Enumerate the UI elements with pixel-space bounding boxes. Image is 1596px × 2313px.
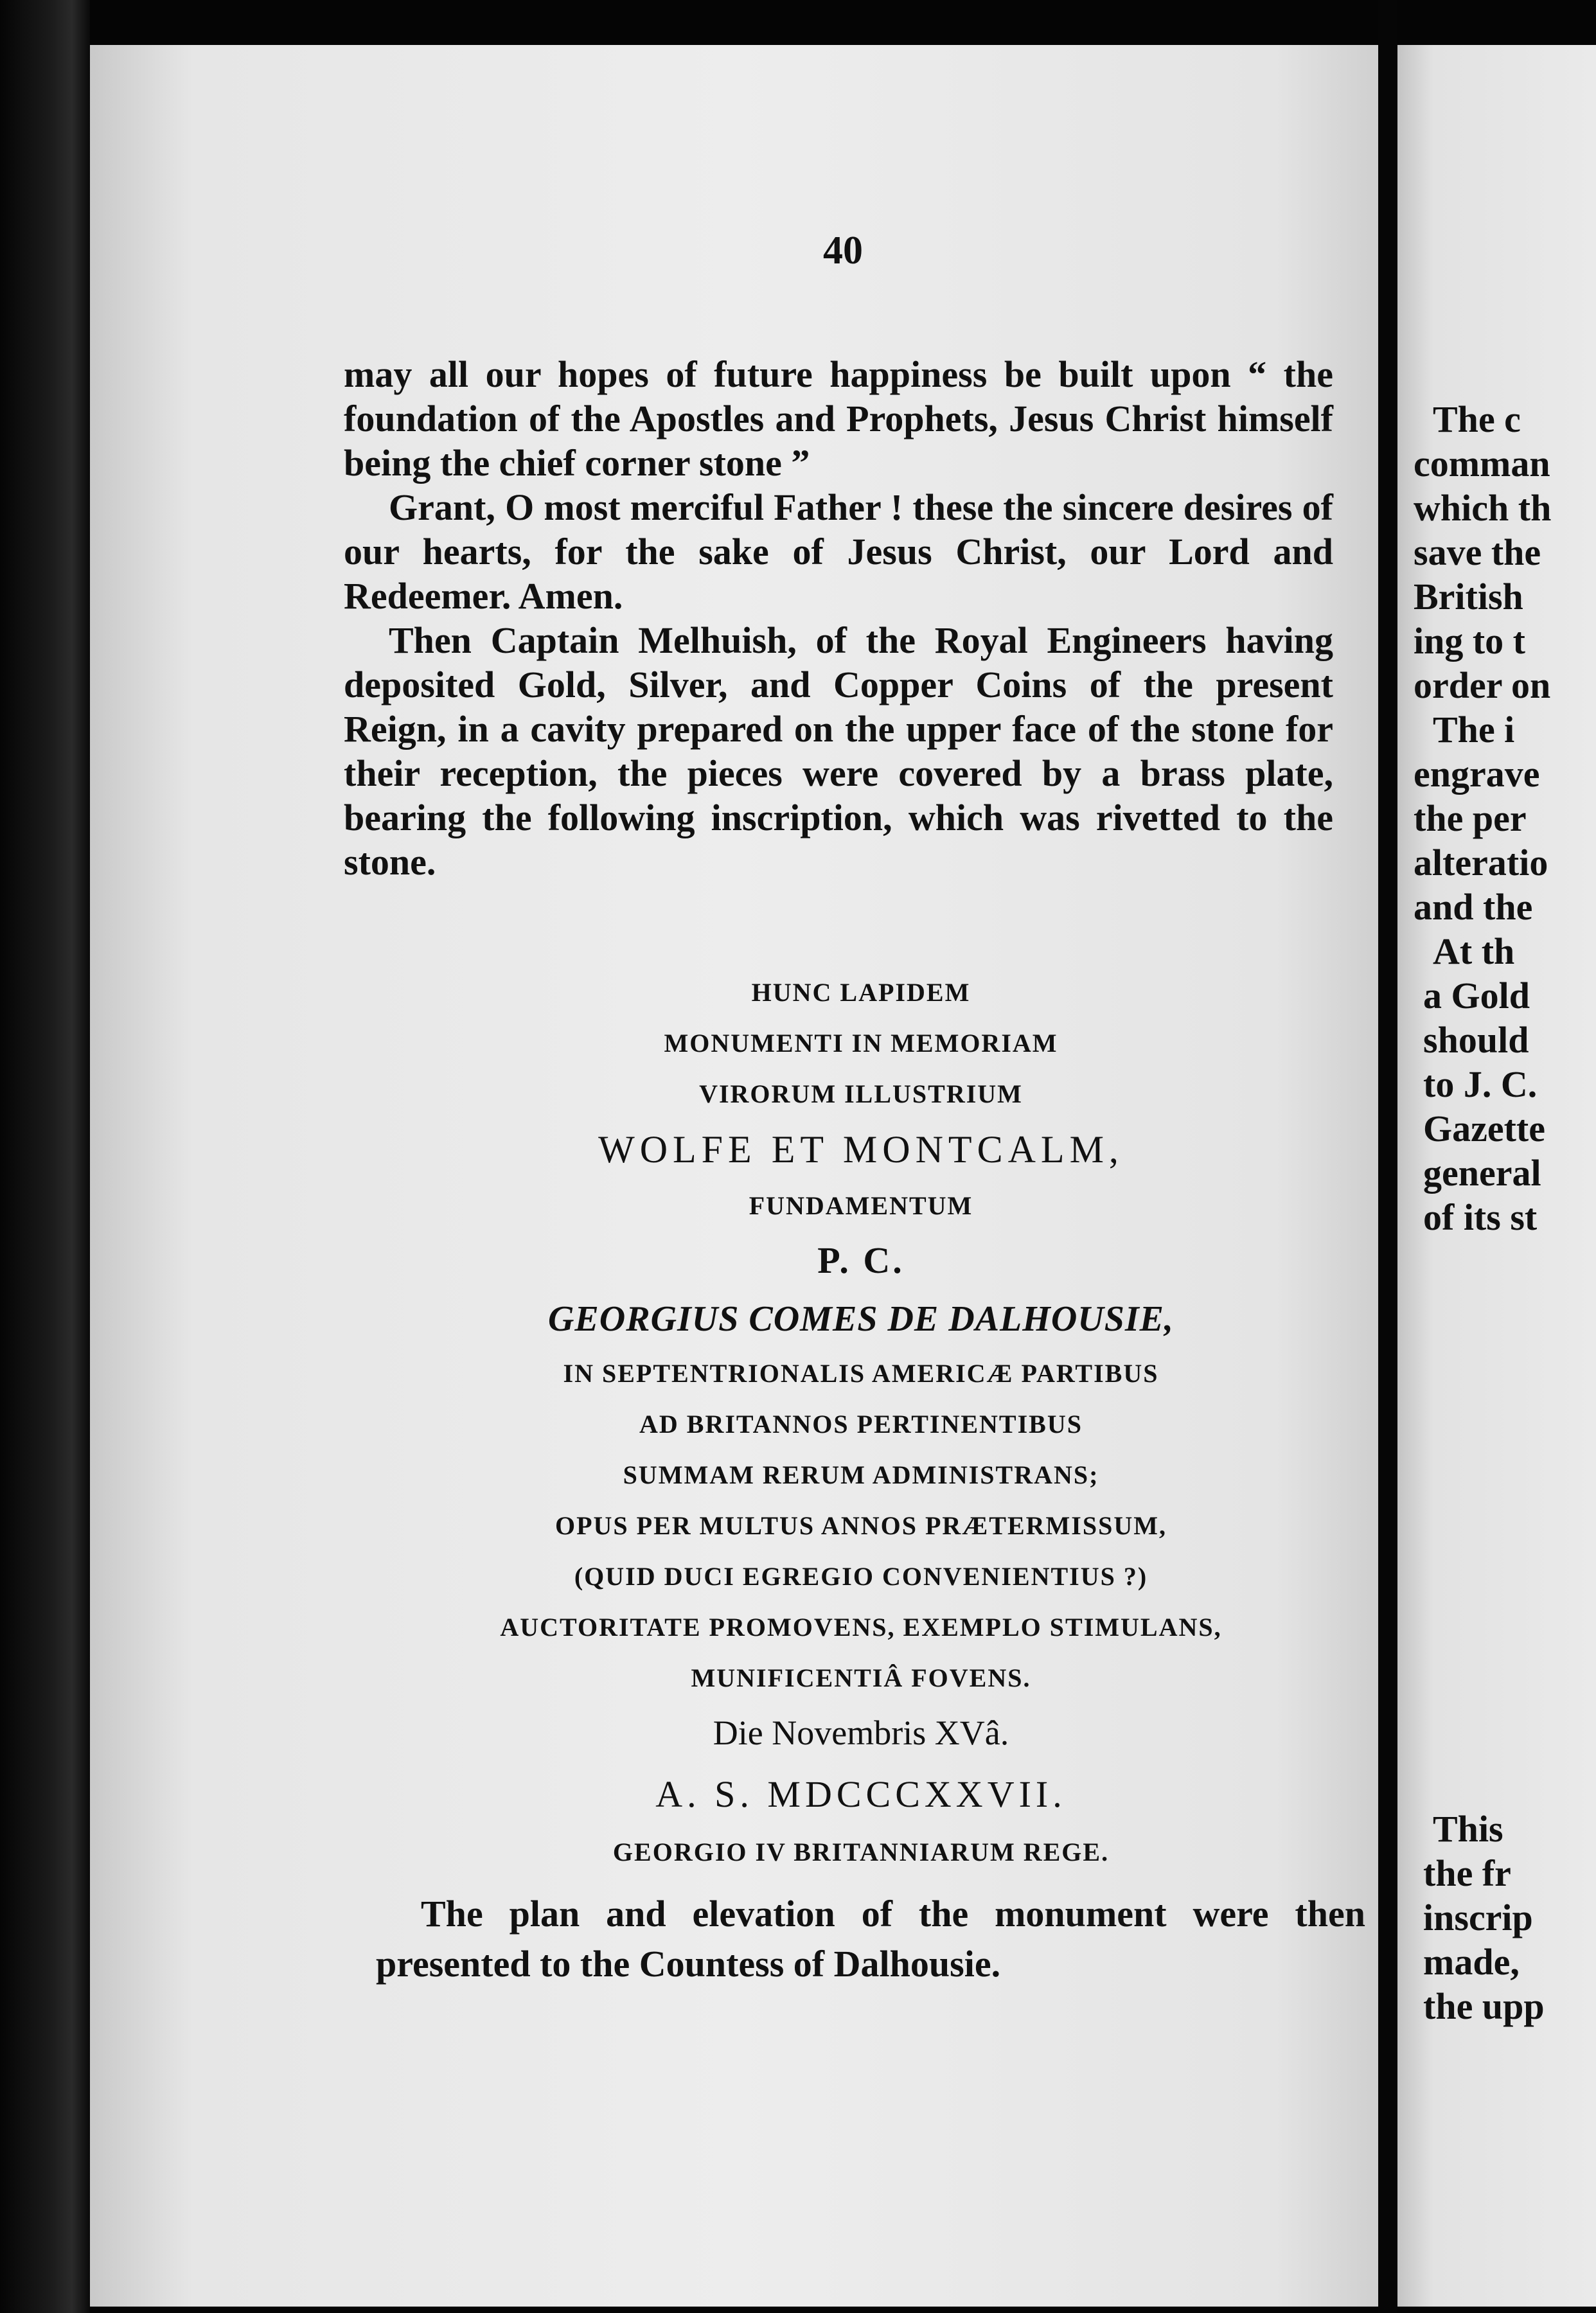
right-line: inscrip bbox=[1423, 1897, 1533, 1938]
right-line: save the bbox=[1414, 531, 1541, 573]
right-page bbox=[1397, 45, 1596, 2307]
right-line: of its st bbox=[1423, 1196, 1538, 1238]
inscription-line: (QUID DUCI EGREGIO CONVENIENTIUS ?) bbox=[574, 1562, 1148, 1591]
brass-plate-inscription bbox=[347, 967, 1375, 1877]
right-line: order on bbox=[1414, 664, 1551, 706]
inscription-line: IN SEPTENTRIONALIS AMERICÆ PARTIBUS bbox=[563, 1359, 1159, 1388]
right-line: British bbox=[1414, 576, 1523, 617]
paragraph-melhuish: Then Captain Melhuish, of the Royal Engineers having deposited Gold, Silver, and Copper Coins of the present Reign, in a cavity prepared on the upper face of the stone for their reception, the pieces were covered by a brass plate, bearing the following inscription, which was rivetted to the stone. bbox=[344, 619, 1333, 883]
right-line: ing to t bbox=[1414, 620, 1525, 662]
inscription-line: A. S. MDCCCXXVII. bbox=[655, 1773, 1067, 1815]
right-line: to J. C. bbox=[1423, 1063, 1538, 1105]
inscription-line: MONUMENTI IN MEMORIAM bbox=[664, 1029, 1058, 1058]
right-line: general bbox=[1423, 1152, 1541, 1194]
inscription-line: SUMMAM RERUM ADMINISTRANS; bbox=[623, 1460, 1099, 1489]
page-number: 40 bbox=[823, 229, 863, 272]
right-line: the per bbox=[1414, 797, 1527, 839]
paragraph-prayer-end: may all our hopes of future happiness be built upon “ the foundation of the Apostles and Prophets, Jesus Christ himself being the chief corner stone ” bbox=[344, 353, 1333, 484]
right-page-top-text bbox=[1414, 397, 1551, 1239]
inscription-line: AUCTORITATE PROMOVENS, EXEMPLO STIMULANS, bbox=[500, 1613, 1222, 1642]
inscription-line: VIRORUM ILLUSTRIUM bbox=[699, 1079, 1023, 1108]
paragraph-grant: Grant, O most merciful Father ! these the sincere desires of our hearts, for the sake of Jesus Christ, our Lord and Redeemer. Amen. bbox=[344, 486, 1333, 617]
inscription-line: FUNDAMENTUM bbox=[749, 1191, 973, 1220]
inscription-line: Die Novembris XVâ. bbox=[713, 1714, 1009, 1752]
right-line: alteratio bbox=[1414, 842, 1548, 883]
inscription-line: GEORGIUS COMES DE DALHOUSIE, bbox=[547, 1299, 1174, 1339]
inscription-line: P. C. bbox=[817, 1239, 905, 1281]
right-line: a Gold bbox=[1423, 975, 1530, 1016]
right-line: made, bbox=[1423, 1941, 1520, 1983]
paragraph-plan-presented: The plan and elevation of the monument were then presented to the Countess of Dalhousie. bbox=[376, 1893, 1365, 1985]
page-gutter bbox=[1378, 0, 1397, 2313]
right-line: The c bbox=[1433, 398, 1521, 440]
right-line: comman bbox=[1414, 443, 1550, 484]
right-line: At th bbox=[1433, 930, 1515, 972]
inscription-line: WOLFE ET MONTCALM, bbox=[598, 1128, 1124, 1171]
right-line: Gazette bbox=[1423, 1108, 1545, 1149]
closing-text bbox=[376, 1889, 1365, 1989]
inscription-line: GEORGIO IV BRITANNIARUM REGE. bbox=[612, 1838, 1110, 1866]
right-line: engrave bbox=[1414, 753, 1540, 795]
right-line: and the bbox=[1414, 886, 1533, 928]
right-line: This bbox=[1433, 1808, 1503, 1850]
inscription-line: AD BRITANNOS PERTINENTIBUS bbox=[639, 1410, 1083, 1439]
right-page-bottom-text bbox=[1414, 1807, 1545, 2028]
book-spine-shadow bbox=[0, 0, 90, 2313]
inscription-line: HUNC LAPIDEM bbox=[751, 978, 971, 1007]
body-text bbox=[344, 352, 1333, 884]
right-line: which th bbox=[1414, 487, 1552, 529]
right-line: The i bbox=[1433, 709, 1515, 750]
inscription-line: OPUS PER MULTUS ANNOS PRÆTERMISSUM, bbox=[555, 1511, 1167, 1540]
right-line: the upp bbox=[1423, 1985, 1545, 2027]
right-line: the fr bbox=[1423, 1852, 1511, 1894]
inscription-line: MUNIFICENTIÂ FOVENS. bbox=[691, 1663, 1031, 1692]
right-line: should bbox=[1423, 1019, 1529, 1061]
